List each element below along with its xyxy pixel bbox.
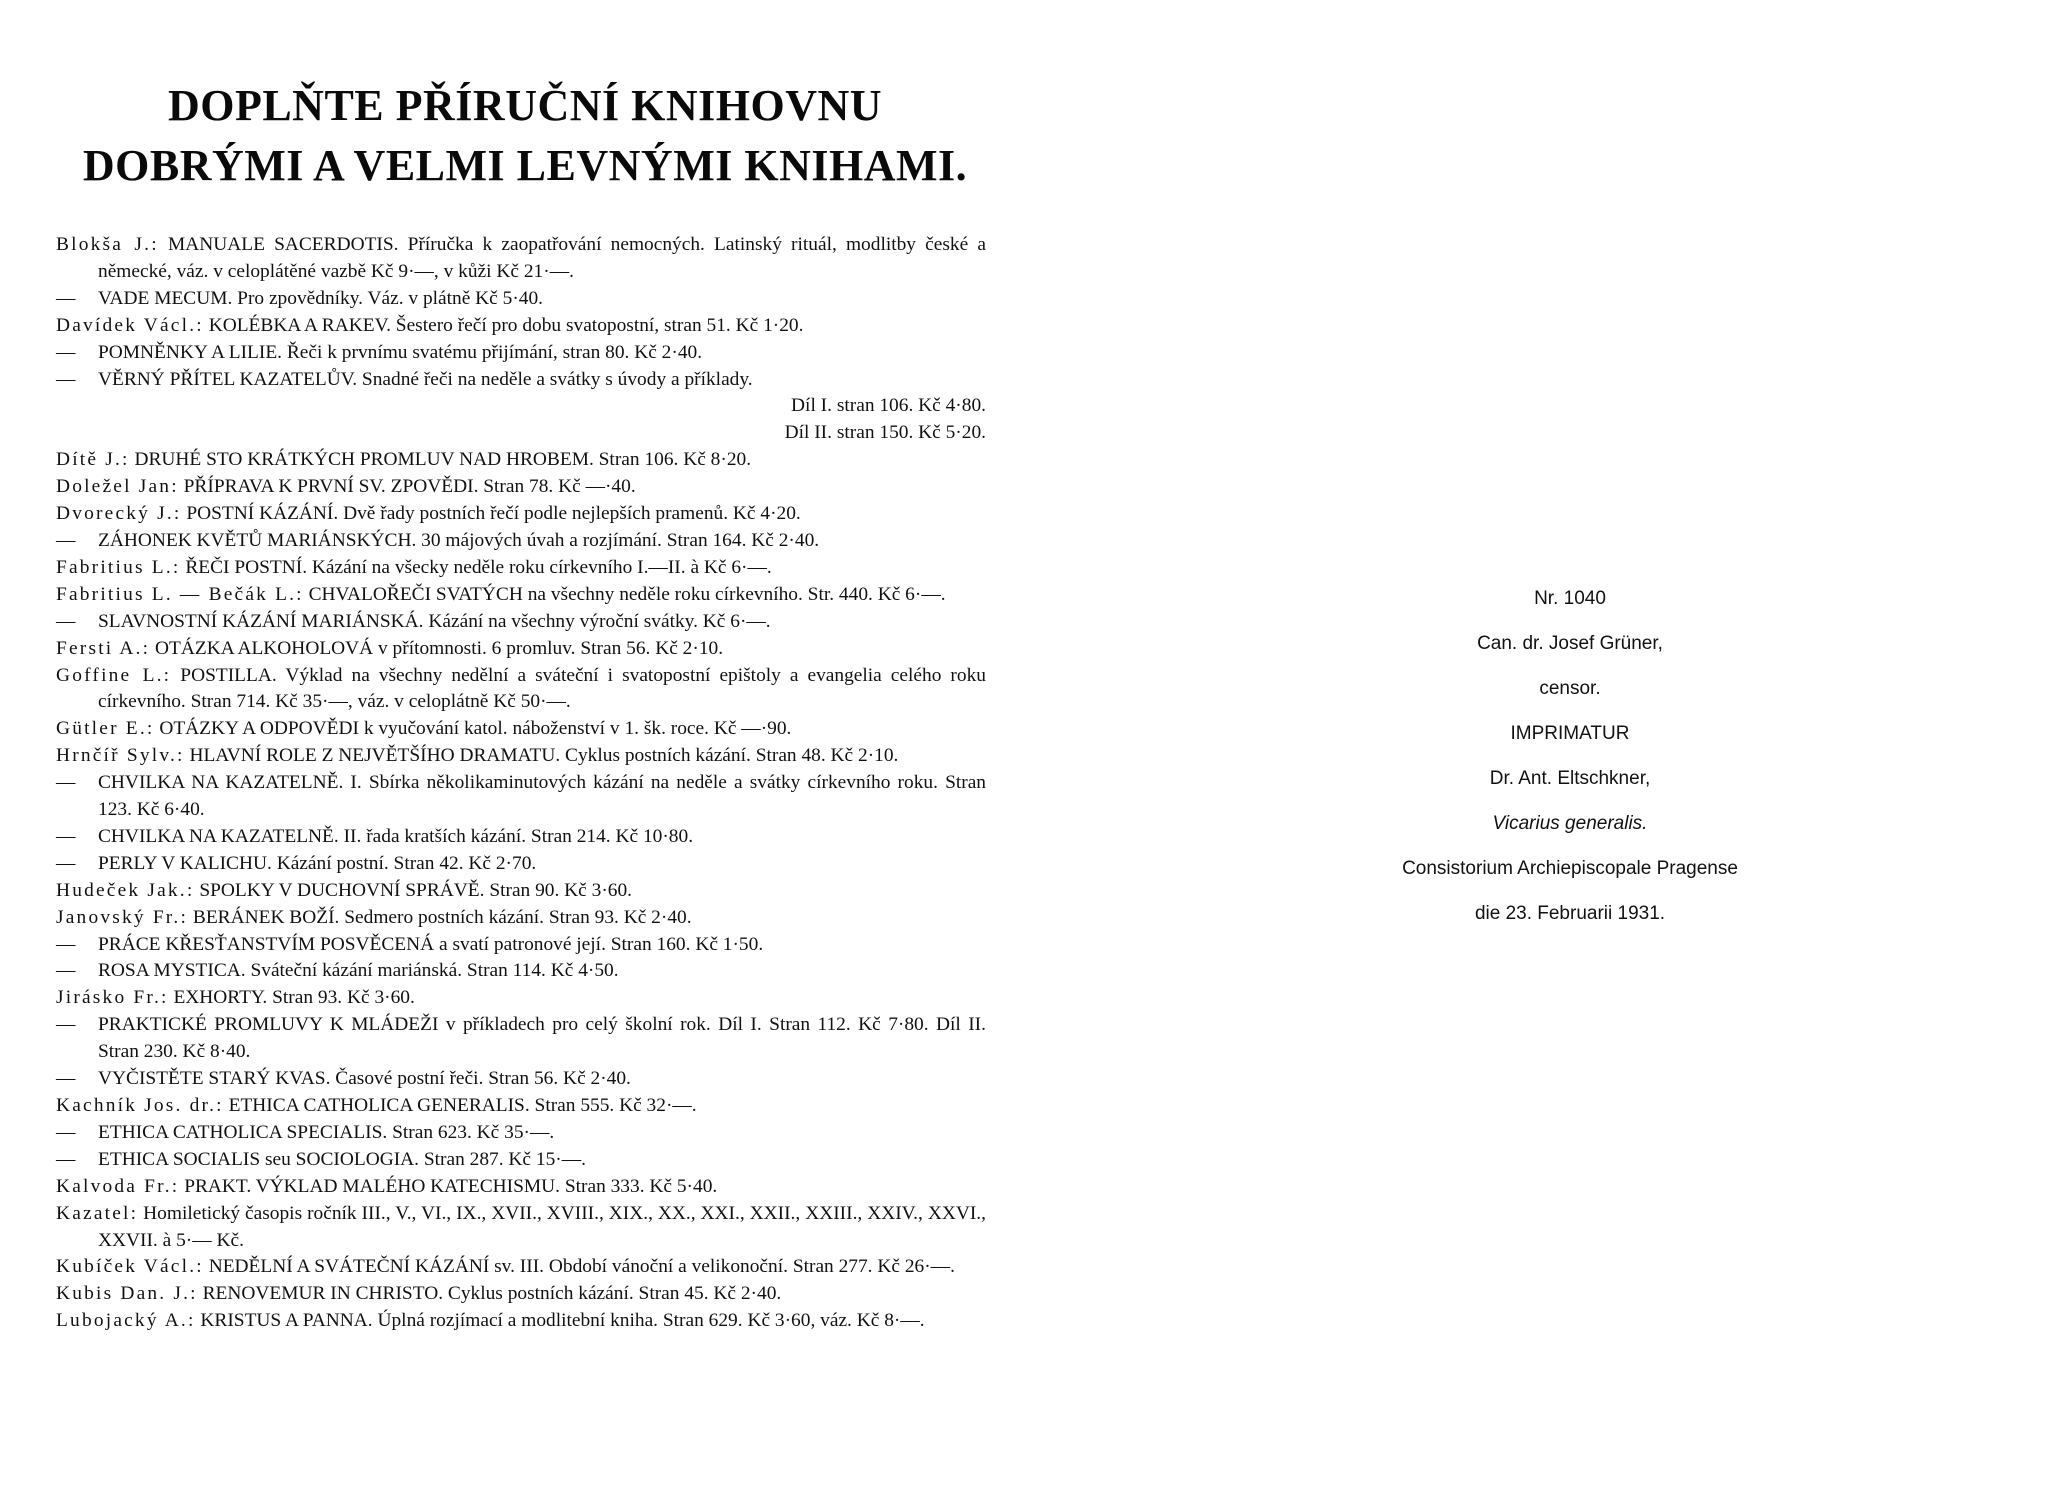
catalog-text: SLAVNOSTNÍ KÁZÁNÍ MARIÁNSKÁ. Kázání na všechny výroční svátky. Kč 6·—. [98,610,771,632]
catalog-entry [56,743,986,770]
catalog-author: Hrnčíř Sylv.: [56,745,185,767]
catalog-author: Davídek Václ.: [56,314,204,336]
catalog-entry [56,716,986,743]
catalog-text: EXHORTY. Stran 93. Kč 3·60. [173,987,415,1009]
catalog-entry [56,1174,986,1201]
catalog-author: Jirásko Fr.: [56,987,169,1009]
catalog-entry [56,528,986,555]
catalog-entry [56,636,986,663]
catalog-entry [56,878,986,905]
catalog-author: Dítě J.: [56,449,130,471]
catalog-text: PRAKT. VÝKLAD MALÉHO KATECHISMU. Stran 333. Kč 5·40. [184,1175,718,1197]
catalog-author: Fersti A.: [56,637,151,659]
catalog-text: NEDĚLNÍ A SVÁTEČNÍ KÁZÁNÍ sv. III. Období vánoční a velikonoční. Stran 277. Kč 26·—. [208,1256,955,1278]
catalog-entry [56,609,986,636]
catalog-entry [56,367,986,394]
vicar-title: Vicarius generalis. [1492,813,1648,834]
censor-name: Can. dr. Josef Grüner, [1477,633,1663,654]
catalog-text: ETHICA CATHOLICA SPECIALIS. Stran 623. Kč 35·—. [98,1121,555,1143]
catalog-text: BERÁNEK BOŽÍ. Sedmero postních kázání. Stran 93. Kč 2·40. [192,906,692,928]
ditto-dash: — [56,1014,76,1036]
catalog-text: PRÁCE KŘESŤANSTVÍM POSVĚCENÁ a svatí patronové její. Stran 160. Kč 1·50. [98,933,764,955]
catalog-author: Fabritius L.: [56,556,181,578]
catalog-author: Kubíček Václ.: [56,1256,204,1278]
ditto-dash: — [56,1121,76,1143]
catalog-text: VADE MECUM. Pro zpovědníky. Váz. v plátně Kč 5·40. [98,287,544,309]
catalog-text: Díl II. stran 150. Kč 5·20. [784,422,986,444]
imprimatur-block [1290,576,1850,936]
catalog-entry [56,232,986,286]
catalog-text: HLAVNÍ ROLE Z NEJVĚTŠÍHO DRAMATU. Cyklus postních kázání. Stran 48. Kč 2·10. [189,745,899,767]
ditto-dash: — [56,960,76,982]
ditto-dash: — [56,341,76,363]
catalog-entry [56,582,986,609]
catalog-entry [56,824,986,851]
catalog-text: KOLÉBKA A RAKEV. Šestero řečí pro dobu svatopostní, stran 51. Kč 1·20. [208,314,804,336]
catalog-entry [56,1308,986,1335]
catalog-text: MANUALE SACERDOTIS. Příručka k zaopatřování nemocných. Latinský rituál, modlitby české a německé, váz. v celoplátěné vazbě Kč 9·—, v kůži Kč 21·—. [98,234,986,282]
catalog-text: ETHICA CATHOLICA GENERALIS. Stran 555. Kč 32·—. [228,1095,697,1116]
catalog-entry [56,474,986,501]
catalog-text: CHVILKA NA KAZATELNĚ. II. řada kratších kázání. Stran 214. Kč 10·80. [98,825,694,847]
catalog-entry [56,501,986,528]
catalog-author: Gütler E.: [56,718,155,740]
catalog-text: SPOLKY V DUCHOVNÍ SPRÁVĚ. Stran 90. Kč 3·60. [199,879,633,901]
catalog-text: DRUHÉ STO KRÁTKÝCH PROMLUV NAD HROBEM. Stran 106. Kč 8·20. [134,449,752,471]
catalog-text: CHVILKA NA KAZATELNĚ. I. Sbírka několikaminutových kázání na neděle a svátky církevního roku. Stran 123. Kč 6·40. [98,772,986,821]
catalog-author: Doležel Jan: [56,476,179,498]
ditto-dash: — [56,529,76,551]
catalog-author: Kazatel: [56,1202,139,1224]
catalog-entry [56,1201,986,1255]
catalog-entry [56,447,986,474]
ditto-dash: — [56,368,76,390]
catalog-author: Fabritius L. — Bečák L.: [56,583,304,605]
catalog-author: Kalvoda Fr.: [56,1175,180,1197]
catalog-entry [56,286,986,313]
heading-line-1: DOPLŇTE PŘÍRUČNÍ KNIHOVNU [167,81,883,130]
catalog-text: VĚRNÝ PŘÍTEL KAZATELŮV. Snadné řeči na neděle a svátky s úvody a příklady. [98,368,753,390]
catalog-entry [56,770,986,824]
catalog-entry [56,1281,986,1308]
censor-title: censor. [1539,678,1601,699]
catalog-text: RENOVEMUR IN CHRISTO. Cyklus postních kázání. Stran 45. Kč 2·40. [202,1283,782,1305]
catalog-text: POSTILLA. Výklad na všechny nedělní a sváteční i svatopostní epištoly a evangelia celého roku církevního. Stran 714. Kč 35·—, váz. v celoplátně Kč 50·—. [98,664,986,713]
catalog-entry [56,932,986,959]
catalog-author: Kubis Dan. J.: [56,1283,198,1305]
catalog-text: POSTNÍ KÁZÁNÍ. Dvě řady postních řečí podle nejlepších pramenů. Kč 4·20. [186,503,801,525]
imprimatur-label: IMPRIMATUR [1510,723,1630,744]
ditto-dash: — [56,933,76,955]
catalog-author: Janovský Fr.: [56,906,189,928]
ditto-dash: — [56,825,76,847]
catalog-author: Kachník Jos. dr.: [56,1095,224,1116]
catalog-text: KRISTUS A PANNA. Úplná rozjímací a modlitební kniha. Stran 629. Kč 3·60, váz. Kč 8·—. [200,1310,925,1332]
catalog-entry [56,851,986,878]
catalog-author: Lubojacký A.: [56,1310,196,1332]
catalog-entry [56,1254,986,1281]
ditto-dash: — [56,610,76,632]
ditto-dash: — [56,1068,76,1090]
catalog-text: OTÁZKA ALKOHOLOVÁ v přítomnosti. 6 promluv. Stran 56. Kč 2·10. [155,637,724,659]
catalog-author: Goffine L.: [56,664,172,686]
catalog-text: PERLY V KALICHU. Kázání postní. Stran 42. Kč 2·70. [98,852,537,874]
catalog-entry [56,420,986,447]
catalog-entry [56,1012,986,1066]
consistory-name: Consistorium Archiepiscopale Pragense [1402,858,1738,879]
catalog-text: ŘEČI POSTNÍ. Kázání na všecky neděle roku církevního I.—II. à Kč 6·—. [185,556,772,578]
imprimatur-date: die 23. Februarii 1931. [1474,903,1666,924]
catalog-entry [56,1147,986,1174]
catalog-entry [56,1066,986,1093]
catalog-author: Hudeček Jak.: [56,879,195,901]
catalog-entry [56,313,986,340]
catalog-text: Homiletický časopis ročník III., V., VI., IX., XVII., XVIII., XIX., XX., XXI., XXII., XXIII., XXIV., XXVI., XXVII. à 5·— Kč. [98,1202,986,1251]
ditto-dash: — [56,852,76,874]
catalog-entry [56,985,986,1012]
catalog-entry [56,905,986,932]
book-catalog-list [56,232,986,1335]
imprimatur-number: Nr. 1040 [1534,588,1606,609]
heading-line-2: DOBRÝMI A VELMI LEVNÝMI KNIHAMI. [82,141,968,190]
catalog-entry [56,555,986,582]
catalog-entry [56,663,986,717]
catalog-text: PŘÍPRAVA K PRVNÍ SV. ZPOVĚDI. Stran 78. Kč —·40. [183,476,636,498]
catalog-author: Blokša J.: [56,234,159,255]
ditto-dash: — [56,772,76,794]
catalog-author: Dvorecký J.: [56,503,182,525]
catalog-text: ETHICA SOCIALIS seu SOCIOLOGIA. Stran 287. Kč 15·—. [98,1148,586,1170]
catalog-text: OTÁZKY A ODPOVĚDI k vyučování katol. náboženství v 1. šk. roce. Kč —·90. [159,718,792,740]
catalog-entry [56,958,986,985]
catalog-text: ZÁHONEK KVĚTŮ MARIÁNSKÝCH. 30 májových úvah a rozjímání. Stran 164. Kč 2·40. [98,529,820,551]
catalog-text: Díl I. stran 106. Kč 4·80. [791,395,986,417]
vicar-name: Dr. Ant. Eltschkner, [1489,768,1651,789]
catalog-entry [56,393,986,420]
catalog-text: CHVALOŘEČI SVATÝCH na všechny neděle roku církevního. Str. 440. Kč 6·—. [308,583,946,605]
catalog-text: ROSA MYSTICA. Sváteční kázání mariánská. Stran 114. Kč 4·50. [98,960,619,982]
catalog-text: PRAKTICKÉ PROMLUVY K MLÁDEŽI v příkladech pro celý školní rok. Díl I. Stran 112. Kč 7·80. Díl II. Stran 230. Kč 8·40. [98,1014,986,1063]
catalog-text: VYČISTĚTE STARÝ KVAS. Časové postní řeči. Stran 56. Kč 2·40. [98,1068,631,1090]
ditto-dash: — [56,287,76,309]
catalog-entry [56,1093,986,1120]
catalog-entry [56,340,986,367]
ditto-dash: — [56,1148,76,1170]
catalog-entry [56,1120,986,1147]
catalog-text: POMNĚNKY A LILIE. Řeči k prvnímu svatému přijímání, stran 80. Kč 2·40. [98,341,703,363]
